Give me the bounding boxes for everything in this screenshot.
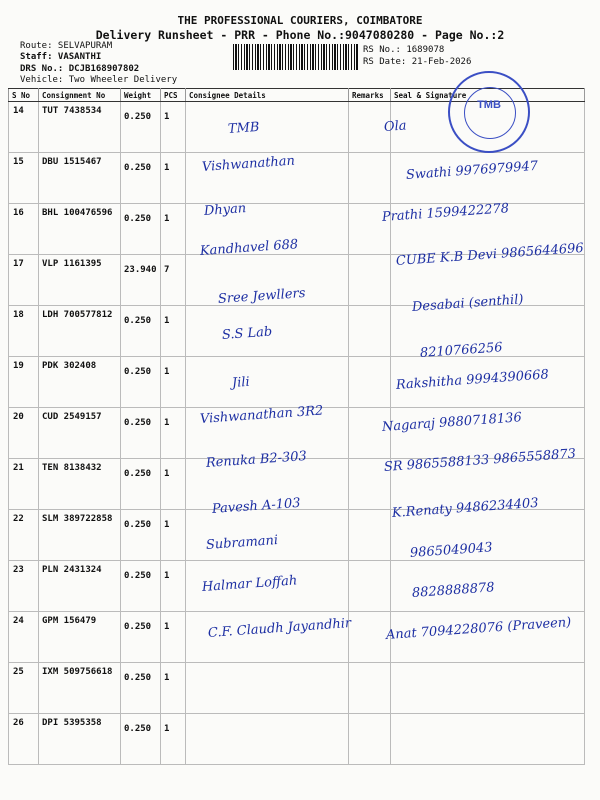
consignment-cell: TUT 7438534 [39, 102, 121, 153]
pcs-cell: 1 [161, 612, 186, 663]
consignment-cell: TEN 8138432 [39, 459, 121, 510]
route-label: Route: SELVAPURAM [20, 41, 113, 51]
handwritten-signature: 9865049043 [409, 540, 494, 561]
weight-cell: 0.250 [121, 714, 161, 765]
sno-cell: 21 [9, 459, 39, 510]
consignee-cell [186, 102, 349, 153]
sno-cell: 17 [9, 255, 39, 306]
consignee-cell [186, 357, 349, 408]
handwritten-consignee: Vishwanathan [201, 153, 296, 175]
remarks-cell [349, 153, 391, 204]
weight-cell: 0.250 [121, 663, 161, 714]
remarks-cell [349, 306, 391, 357]
weight-cell: 0.250 [121, 459, 161, 510]
handwritten-signature: 8828888878 [411, 580, 496, 601]
company-title: THE PROFESSIONAL COURIERS, COIMBATORE [177, 14, 423, 27]
handwritten-signature: Prathi 1599422278 [381, 201, 510, 225]
sno-cell: 18 [9, 306, 39, 357]
remarks-cell [349, 357, 391, 408]
sno-cell: 14 [9, 102, 39, 153]
col-pcs: PCS [161, 89, 186, 102]
consignment-cell: CUD 2549157 [39, 408, 121, 459]
handwritten-consignee: Vishwanathan 3R2 [199, 403, 324, 427]
rs-date: RS Date: 21-Feb-2026 [363, 57, 472, 67]
handwritten-signature: K.Renaty 9486234403 [391, 495, 540, 521]
col-weight: Weight [121, 89, 161, 102]
table-row [9, 153, 585, 204]
handwritten-signature: 8210766256 [419, 340, 504, 361]
pcs-cell: 1 [161, 306, 186, 357]
consignment-cell: IXM 509756618 [39, 663, 121, 714]
col-sno: S No [9, 89, 39, 102]
col-consignee: Consignee Details [186, 89, 349, 102]
handwritten-consignee: Sree Jewllers [217, 285, 306, 307]
table-row [9, 663, 585, 714]
weight-cell: 0.250 [121, 561, 161, 612]
remarks-cell [349, 612, 391, 663]
stamp-logo: TMB [477, 99, 501, 111]
consignment-cell: SLM 389722858 [39, 510, 121, 561]
handwritten-signature: SR 9865588133 9865558873 [383, 446, 577, 475]
handwritten-consignee: Subramani [205, 532, 279, 553]
remarks-cell [349, 561, 391, 612]
weight-cell: 0.250 [121, 408, 161, 459]
handwritten-consignee: Pavesh A-103 [211, 495, 302, 517]
consignment-cell: DPI 5395358 [39, 714, 121, 765]
remarks-cell [349, 663, 391, 714]
remarks-cell [349, 255, 391, 306]
weight-cell: 23.940 [121, 255, 161, 306]
handwritten-consignee: Jili [231, 374, 251, 391]
consignment-cell: PDK 302408 [39, 357, 121, 408]
col-seal: Seal & Signature [391, 89, 585, 102]
handwritten-signature: Desabai (senthil) [411, 292, 524, 315]
table-row [9, 714, 585, 765]
seal-cell [391, 714, 585, 765]
pcs-cell: 1 [161, 459, 186, 510]
col-remarks: Remarks [349, 89, 391, 102]
pcs-cell: 1 [161, 561, 186, 612]
handwritten-consignee: TMB [227, 119, 260, 137]
consignment-cell: VLP 1161395 [39, 255, 121, 306]
consignment-cell: BHL 100476596 [39, 204, 121, 255]
weight-cell: 0.250 [121, 153, 161, 204]
handwritten-consignee: Dhyan [203, 201, 247, 219]
pcs-cell: 1 [161, 102, 186, 153]
consignee-cell [186, 714, 349, 765]
sno-cell: 22 [9, 510, 39, 561]
drs-label: DRS No.: DCJB168907802 [20, 64, 140, 74]
handwritten-signature: Ola [383, 118, 408, 135]
consignee-cell [186, 663, 349, 714]
weight-cell: 0.250 [121, 510, 161, 561]
remarks-cell [349, 714, 391, 765]
weight-cell: 0.250 [121, 306, 161, 357]
remarks-cell [349, 510, 391, 561]
sno-cell: 26 [9, 714, 39, 765]
sno-cell: 23 [9, 561, 39, 612]
handwritten-signature: Anat 7094228076 (Praveen) [385, 615, 572, 643]
handwritten-consignee: C.F. Claudh Jayandhir [207, 616, 352, 641]
consignment-cell: PLN 2431324 [39, 561, 121, 612]
handwritten-consignee: Kandhavel 688 [199, 237, 299, 259]
sno-cell: 19 [9, 357, 39, 408]
stamp-inner-ring [464, 87, 516, 139]
col-consignment: Consignment No [39, 89, 121, 102]
sno-cell: 15 [9, 153, 39, 204]
weight-cell: 0.250 [121, 357, 161, 408]
handwritten-signature: CUBE K.B Devi 9865644696 [395, 240, 585, 269]
staff-label: Staff: VASANTHI [20, 52, 102, 62]
consignment-cell: LDH 700577812 [39, 306, 121, 357]
runsheet-subtitle: Delivery Runsheet - PRR - Phone No.:9047080280 - Page No.:2 [95, 28, 505, 42]
pcs-cell: 1 [161, 357, 186, 408]
consignment-cell: DBU 1515467 [39, 153, 121, 204]
barcode [233, 44, 359, 70]
handwritten-signature: Rakshitha 9994390668 [395, 367, 550, 393]
sno-cell: 24 [9, 612, 39, 663]
handwritten-consignee: S.S Lab [221, 324, 273, 343]
sno-cell: 20 [9, 408, 39, 459]
handwritten-consignee: Halmar Loffah [201, 573, 298, 595]
handwritten-signature: Swathi 9976979947 [405, 158, 539, 183]
handwritten-signature: Nagaraj 9880718136 [381, 410, 523, 435]
weight-cell: 0.250 [121, 102, 161, 153]
pcs-cell: 1 [161, 714, 186, 765]
weight-cell: 0.250 [121, 612, 161, 663]
weight-cell: 0.250 [121, 204, 161, 255]
handwritten-consignee: Renuka B2-303 [205, 448, 308, 471]
bank-seal-stamp [448, 71, 530, 153]
sno-cell: 16 [9, 204, 39, 255]
sno-cell: 25 [9, 663, 39, 714]
pcs-cell: 1 [161, 204, 186, 255]
pcs-cell: 1 [161, 663, 186, 714]
table-row [9, 510, 585, 561]
pcs-cell: 1 [161, 408, 186, 459]
seal-cell [391, 663, 585, 714]
rs-number: RS No.: 1689078 [363, 45, 445, 55]
pcs-cell: 1 [161, 510, 186, 561]
pcs-cell: 1 [161, 153, 186, 204]
consignment-cell: GPM 156479 [39, 612, 121, 663]
pcs-cell: 7 [161, 255, 186, 306]
vehicle-label: Vehicle: Two Wheeler Delivery [20, 75, 178, 85]
